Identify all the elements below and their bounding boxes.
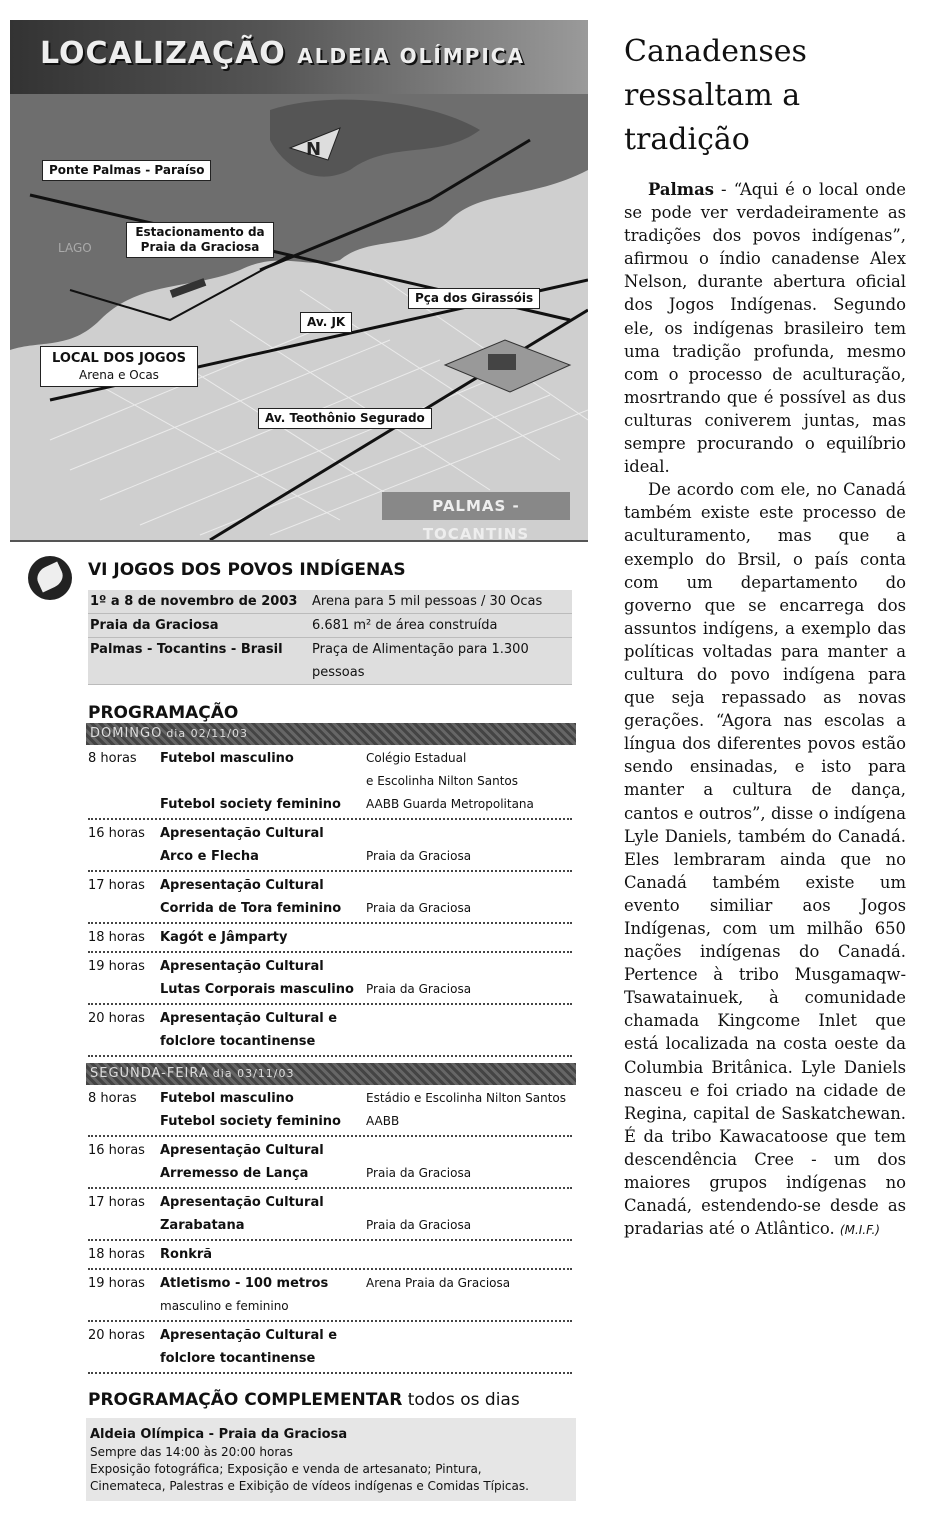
event-title: VI JOGOS DOS POVOS INDÍGENAS	[88, 560, 406, 580]
complement-heading-rest: todos os dias	[402, 1390, 520, 1410]
schedule-activity: Apresentação Cultural e folclore tocantinense	[160, 1011, 338, 1049]
label-ponte: Ponte Palmas - Paraíso	[42, 160, 211, 181]
schedule-activity: Atletismo - 100 metros	[160, 1276, 329, 1291]
city-tag: PALMAS - TOCANTINS	[382, 492, 570, 520]
day-name: DOMINGO	[90, 726, 163, 741]
day2-schedule	[10, 1085, 588, 1374]
schedule-hour: 16 horas	[88, 826, 145, 841]
schedule-place	[366, 1191, 572, 1214]
schedule-place: Praia da Graciosa	[366, 849, 472, 863]
article-paragraph-2	[624, 478, 906, 1242]
schedule-place: Arena Praia da Graciosa	[366, 1276, 511, 1290]
schedule-hour: 18 horas	[88, 930, 145, 945]
schedule-line	[88, 747, 572, 770]
event-row-left: Palmas - Tocantins - Brasil	[90, 642, 283, 657]
map-title	[40, 36, 525, 71]
lead-place: Palmas	[648, 180, 714, 199]
schedule-place	[366, 955, 572, 978]
event-row-right: Arena para 5 mil pessoas / 30 Ocas	[312, 594, 543, 609]
schedule-activity: Apresentação Cultural	[160, 826, 324, 841]
schedule-slot	[88, 1005, 572, 1057]
schedule-activity: Ronkrã	[160, 1247, 213, 1262]
schedule-activity: Zarabatana	[160, 1218, 245, 1233]
schedule-activity: Futebol society feminino	[160, 797, 341, 812]
schedule-activity	[160, 770, 366, 793]
schedule-hour: 19 horas	[88, 959, 145, 974]
complement-heading	[88, 1390, 588, 1410]
day-date: dia 02/11/03	[166, 727, 249, 740]
schedule-activity: Futebol society feminino	[160, 1114, 341, 1129]
program-heading: PROGRAMAÇÃO	[88, 703, 239, 723]
schedule-activity: Futebol masculino	[160, 1091, 294, 1106]
schedule-activity: Apresentação Cultural e folclore tocantinense	[160, 1328, 338, 1366]
headline-line-1: Canadenses	[624, 34, 807, 69]
local-sub: Arena e Ocas	[79, 368, 159, 382]
schedule-slot	[88, 1085, 572, 1137]
schedule-place: Praia da Graciosa	[366, 1166, 472, 1180]
schedule-slot	[88, 924, 572, 953]
lake-label: LAGO	[58, 241, 92, 255]
day-bar-segunda	[86, 1063, 576, 1085]
schedule-slot	[88, 745, 572, 820]
article-headline	[624, 30, 906, 162]
schedule-hour: 16 horas	[88, 1143, 145, 1158]
paragraph-2-text: De acordo com ele, no Canadá também existe este processo de aculturamento, mas que a exemplo do Brsil, o país conta com um departamento do governo que se encarrega dos assuntos indígens, a exemplo das políticas voltadas para manter a cultura do povo indígena para que seja repassado as novas gerações. “Agora nas escolas a língua dos diferentes povos estão sendo ensinadas, e isto para manter a cultura de dança, cantos e outros”, disse o indígena Lyle Daniels, também do Canadá. Eles lembraram ainda que no Canadá também existe um evento similiar aos Jogos Indígenas, com um milhão 650 nações indígenas do Canadá. Pertence à tribo Musgamaqw-Tsawatainuek, à comunidade chamada Kingcome Inlet que está localizada na costa oeste da Columbia Britânica. Lyle Daniels nasceu e foi criado na cidade de Regina, capital de Saskatchewan. É da tribo Kawacatoose que tem descendência Cree - um dos maiores grupos indígenas no Canadá, estendendo-se desde as pradarias até o Atlântico.	[624, 480, 906, 1239]
schedule-slot	[88, 872, 572, 924]
complement-heading-bold: PROGRAMAÇÃO COMPLEMENTAR	[88, 1390, 403, 1410]
compass-label: N	[306, 139, 322, 160]
schedule-place: Praia da Graciosa	[366, 901, 472, 915]
event-row-right: Praça de Alimentação para 1.300 pessoas	[312, 642, 529, 680]
label-girassois: Pça dos Girassóis	[408, 288, 540, 309]
label-av-teothonio: Av. Teothônio Segurado	[258, 408, 432, 429]
schedule-hour: 8 horas	[88, 1091, 137, 1106]
schedule-place	[366, 1243, 572, 1266]
schedule-line	[88, 822, 572, 845]
schedule-hour: 18 horas	[88, 1247, 145, 1262]
schedule-hour	[88, 1110, 160, 1133]
schedule-line	[88, 955, 572, 978]
schedule-line	[88, 1139, 572, 1162]
schedule-activity: Kagót e Jâmparty	[160, 930, 288, 945]
complement-desc-1: Exposição fotográfica; Exposição e venda de artesanato; Pintura,	[90, 1462, 482, 1476]
location-map	[10, 20, 588, 542]
schedule-activity: Lutas Corporais masculino	[160, 982, 354, 997]
schedule-hour	[88, 770, 160, 793]
leaf-logo-icon	[28, 556, 72, 600]
schedule-hour	[88, 897, 160, 920]
schedule-place: AABB Guarda Metropolitana	[366, 797, 534, 811]
event-row-left: Praia da Graciosa	[90, 618, 219, 633]
complement-box	[86, 1418, 576, 1501]
day-date: dia 03/11/03	[212, 1067, 295, 1080]
schedule-line	[88, 874, 572, 897]
label-estacionamento: Estacionamento da Praia da Graciosa	[126, 222, 274, 258]
schedule-place: Praia da Graciosa	[366, 982, 472, 996]
schedule-line	[88, 1243, 572, 1266]
schedule-place: Colégio Estadual	[366, 751, 467, 765]
schedule-line	[88, 1324, 572, 1370]
local-title: LOCAL DOS JOGOS	[52, 351, 186, 366]
schedule-slot	[88, 953, 572, 1005]
schedule-slot	[88, 1270, 572, 1322]
schedule-place: AABB	[366, 1114, 400, 1128]
schedule-line	[88, 1272, 572, 1295]
schedule-place: e Escolinha Nilton Santos	[366, 774, 519, 788]
schedule-line	[88, 770, 572, 793]
local-dos-jogos-box	[40, 346, 198, 387]
schedule-line	[88, 897, 572, 920]
schedule-line	[88, 793, 572, 816]
schedule-hour: 8 horas	[88, 751, 137, 766]
schedule-hour: 17 horas	[88, 1195, 145, 1210]
schedule-hour	[88, 1295, 160, 1318]
schedule-slot	[88, 1241, 572, 1270]
schedule-slot	[88, 1322, 572, 1374]
article-body	[624, 178, 906, 1242]
schedule-slot	[88, 1137, 572, 1189]
schedule-line	[88, 1191, 572, 1214]
schedule-hour	[88, 1214, 160, 1237]
headline-line-2: ressaltam a tradição	[624, 78, 801, 157]
article	[624, 30, 906, 1242]
schedule-activity: Corrida de Tora feminino	[160, 901, 342, 916]
complement-hours: Sempre das 14:00 às 20:00 horas	[90, 1445, 293, 1459]
schedule-place	[366, 874, 572, 897]
event-row-right: 6.681 m² de área construída	[312, 618, 498, 633]
schedule-activity: Arco e Flecha	[160, 849, 259, 864]
day-name: SEGUNDA-FEIRA	[90, 1066, 209, 1081]
schedule-place	[366, 1007, 572, 1053]
schedule-hour	[88, 793, 160, 816]
article-paragraph-1	[624, 178, 906, 478]
paragraph-1-text: - “Aqui é o local onde se pode ver verdadeiramente as tradições dos povos indígenas”, afirmou o índio canadense Alex Nelson, durante abertura oficial dos Jogos Indígenas. Segundo ele, os indígenas brasileiro tem uma tradição profunda, mesmo com o processo de aculturação, mosrtrando que é possível as dus culturas coniverem juntas, mas sempre procurando o equilíbrio ideal.	[624, 180, 906, 477]
schedule-activity: Arremesso de Lança	[160, 1166, 309, 1181]
schedule-place	[366, 1324, 572, 1370]
complement-title: Aldeia Olímpica - Praia da Graciosa	[90, 1427, 348, 1442]
schedule-hour: 20 horas	[88, 1011, 145, 1026]
schedule-line	[88, 845, 572, 868]
article-signature: (M.I.F.)	[839, 1223, 880, 1238]
schedule-hour: 17 horas	[88, 878, 145, 893]
schedule-activity: masculino e feminino	[160, 1299, 289, 1313]
day-bar-domingo	[86, 723, 576, 745]
schedule-activity: Apresentação Cultural	[160, 1143, 324, 1158]
map-title-small: ALDEIA OLÍMPICA	[297, 44, 525, 68]
complement-desc-2: Cinemateca, Palestras e Exibição de vídeos indígenas e Comidas Típicas.	[90, 1479, 529, 1493]
schedule-line	[88, 1110, 572, 1133]
schedule-slot	[88, 1189, 572, 1241]
day1-schedule	[10, 745, 588, 1057]
label-av-jk: Av. JK	[300, 312, 352, 333]
infographic	[10, 20, 588, 1501]
schedule-line	[88, 1162, 572, 1185]
schedule-hour: 19 horas	[88, 1276, 145, 1291]
schedule-hour	[88, 845, 160, 868]
schedule-hour	[88, 1162, 160, 1185]
schedule-activity: Apresentação Cultural	[160, 959, 324, 974]
schedule-activity: Apresentação Cultural	[160, 1195, 324, 1210]
schedule-activity: Futebol masculino	[160, 751, 294, 766]
schedule-activity: Apresentação Cultural	[160, 878, 324, 893]
schedule-place: Estádio e Escolinha Nilton Santos	[366, 1091, 567, 1105]
schedule-hour	[88, 978, 160, 1001]
schedule-place	[366, 822, 572, 845]
event-section	[10, 556, 588, 685]
event-info-table	[88, 590, 572, 685]
schedule-place: Praia da Graciosa	[366, 1218, 472, 1232]
event-row	[88, 614, 572, 638]
map-title-big: LOCALIZAÇÃO	[40, 36, 286, 71]
schedule-hour: 20 horas	[88, 1328, 145, 1343]
schedule-place	[366, 1139, 572, 1162]
event-row	[88, 638, 572, 685]
schedule-line	[88, 1214, 572, 1237]
schedule-line	[88, 926, 572, 949]
event-row	[88, 590, 572, 614]
schedule-slot	[88, 820, 572, 872]
schedule-line	[88, 1007, 572, 1053]
schedule-place	[366, 926, 572, 949]
schedule-line	[88, 1295, 572, 1318]
event-row-left: 1º a 8 de novembro de 2003	[90, 594, 298, 609]
map-graphic	[10, 20, 588, 540]
schedule-line	[88, 1087, 572, 1110]
schedule-line	[88, 978, 572, 1001]
schedule-place	[366, 1295, 572, 1318]
